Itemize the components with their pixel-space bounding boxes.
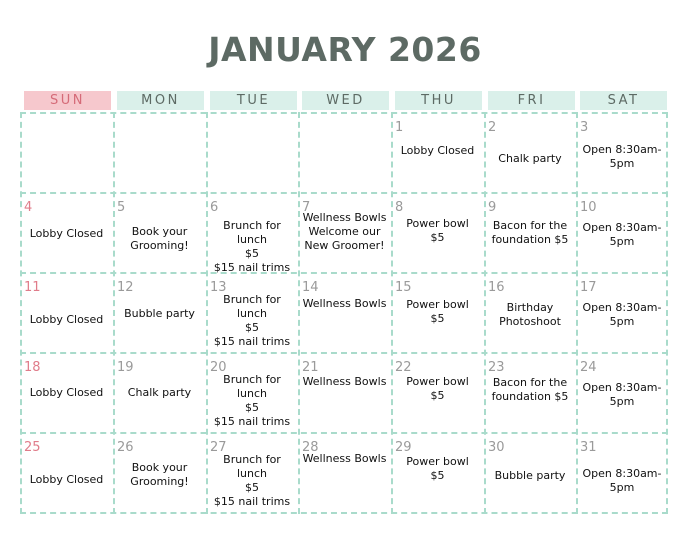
day-event: Book your Grooming! [130, 461, 189, 488]
weekday-header-fri: FRI [488, 91, 575, 110]
day-number: 31 [580, 440, 597, 455]
day-event: Wellness Bowls [302, 452, 387, 465]
day-number: 24 [580, 360, 597, 375]
day-cell-29 [391, 434, 484, 512]
weekday-header-sat: SAT [580, 91, 667, 110]
day-event: Open 8:30am- 5pm [582, 467, 662, 494]
day-event: Brunch for lunch $5 $15 nail trims [213, 373, 291, 428]
day-event: Wellness Bowls [302, 375, 387, 388]
day-event: Power bowl $5 [406, 455, 469, 482]
day-event: Power bowl $5 [406, 298, 469, 325]
day-number: 18 [24, 360, 41, 375]
day-number: 9 [488, 200, 497, 215]
day-number: 12 [117, 280, 134, 295]
day-number: 19 [117, 360, 134, 375]
day-number: 30 [488, 440, 505, 455]
day-cell-11 [20, 274, 113, 352]
day-event: Lobby Closed [29, 227, 104, 240]
day-number: 10 [580, 200, 597, 215]
day-event: Bubble party [494, 469, 566, 482]
day-cell-19 [113, 354, 206, 432]
day-number: 7 [302, 200, 311, 215]
weekday-header-thu: THU [395, 91, 482, 110]
day-number: 14 [302, 280, 319, 295]
day-number: 17 [580, 280, 597, 295]
day-event: Book your Grooming! [130, 225, 189, 252]
day-event: Wellness Bowls Welcome our New Groomer! [302, 211, 387, 252]
day-event: Bubble party [124, 307, 195, 320]
day-number: 28 [302, 440, 319, 455]
day-number: 6 [210, 200, 219, 215]
day-number: 13 [210, 280, 227, 295]
day-cell-28 [298, 434, 391, 512]
day-event: Brunch for lunch $5 $15 nail trims [213, 293, 291, 348]
day-cell-4 [20, 194, 113, 272]
day-number: 11 [24, 280, 41, 295]
day-number: 15 [395, 280, 412, 295]
day-number: 21 [302, 360, 319, 375]
weekday-header-tue: TUE [210, 91, 297, 110]
day-number: 3 [580, 120, 589, 135]
day-number: 27 [210, 440, 227, 455]
day-cell-7 [298, 194, 391, 272]
day-number: 1 [395, 120, 404, 135]
day-cell-6 [206, 194, 298, 272]
day-cell-13 [206, 274, 298, 352]
day-event: Chalk party [127, 386, 192, 399]
day-event: Open 8:30am- 5pm [582, 381, 662, 408]
day-cell-22 [391, 354, 484, 432]
day-number: 25 [24, 440, 41, 455]
page-title: JANUARY 2026 [208, 30, 482, 69]
day-event: Brunch for lunch $5 $15 nail trims [213, 453, 291, 508]
day-event: Open 8:30am- 5pm [582, 221, 662, 248]
day-cell-31 [576, 434, 668, 512]
day-cell-23 [484, 354, 576, 432]
day-cell-5 [113, 194, 206, 272]
day-number: 5 [117, 200, 126, 215]
day-number: 8 [395, 200, 404, 215]
day-cell-24 [576, 354, 668, 432]
day-event: Birthday Photoshoot [499, 301, 561, 328]
day-cell-17 [576, 274, 668, 352]
day-event: Bacon for the foundation $5 [491, 219, 569, 246]
day-event: Power bowl $5 [406, 375, 469, 402]
weekday-header-sun: SUN [24, 91, 111, 110]
day-cell-14 [298, 274, 391, 352]
day-cell-27 [206, 434, 298, 512]
day-cell-1 [391, 114, 484, 192]
day-event: Lobby Closed [400, 144, 475, 157]
day-number: 20 [210, 360, 227, 375]
day-cell-2 [484, 114, 576, 192]
day-cell-21 [298, 354, 391, 432]
day-cell-30 [484, 434, 576, 512]
day-number: 26 [117, 440, 134, 455]
day-cell-3 [576, 114, 668, 192]
day-event: Lobby Closed [29, 386, 104, 399]
day-cell-12 [113, 274, 206, 352]
day-event: Lobby Closed [29, 473, 104, 486]
day-event: Lobby Closed [29, 313, 104, 326]
day-cell-10 [576, 194, 668, 272]
day-number: 4 [24, 200, 33, 215]
day-cell-20 [206, 354, 298, 432]
weekday-header-mon: MON [117, 91, 204, 110]
day-event: Open 8:30am- 5pm [582, 143, 662, 170]
day-number: 23 [488, 360, 505, 375]
day-cell-15 [391, 274, 484, 352]
day-cell-25 [20, 434, 113, 512]
day-cell-26 [113, 434, 206, 512]
day-event: Open 8:30am- 5pm [582, 301, 662, 328]
day-event: Bacon for the foundation $5 [491, 376, 569, 403]
day-cell-9 [484, 194, 576, 272]
day-number: 29 [395, 440, 412, 455]
day-number: 2 [488, 120, 497, 135]
day-event: Wellness Bowls [302, 297, 387, 310]
day-event: Power bowl $5 [406, 217, 469, 244]
day-number: 16 [488, 280, 505, 295]
day-event: Brunch for lunch $5 $15 nail trims [213, 219, 291, 274]
day-cell-8 [391, 194, 484, 272]
day-event: Chalk party [498, 152, 562, 165]
day-cell-16 [484, 274, 576, 352]
weekday-header-wed: WED [302, 91, 389, 110]
day-number: 22 [395, 360, 412, 375]
day-cell-18 [20, 354, 113, 432]
